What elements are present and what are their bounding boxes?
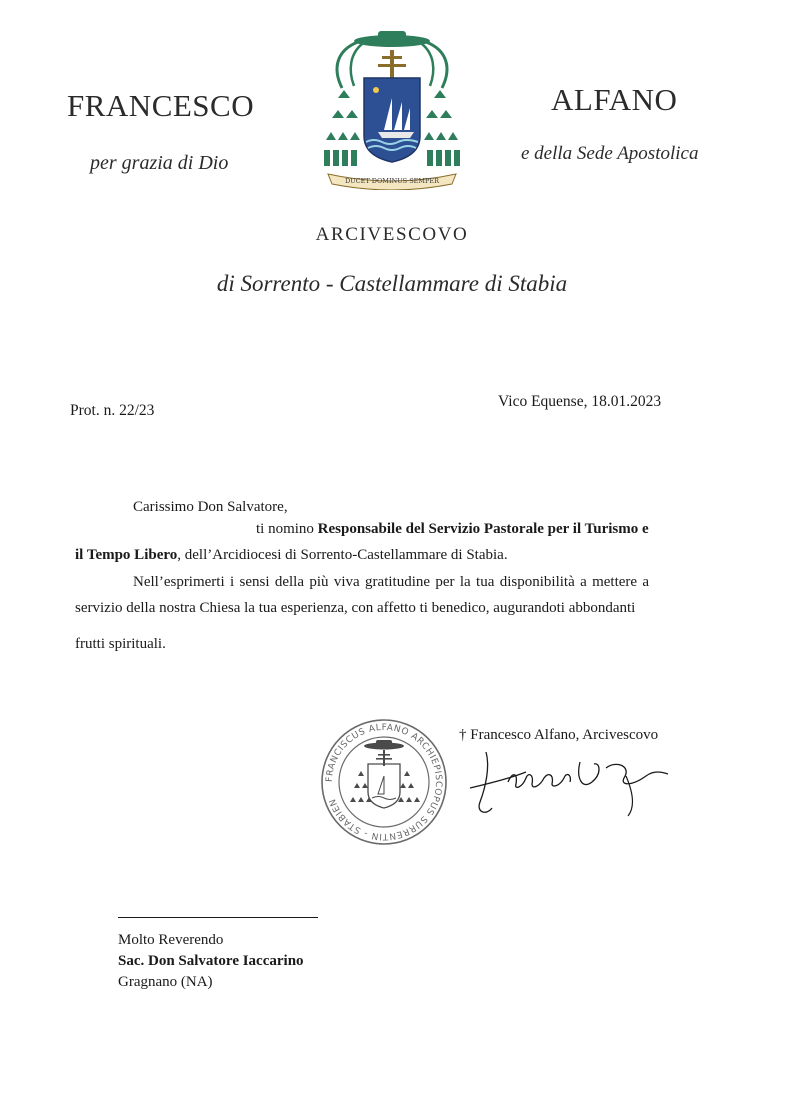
paragraph-1-bold-2: il Tempo Libero (75, 547, 178, 563)
header-title: ARCIVESCOVO (315, 224, 469, 245)
salutation: Carissimo Don Salvatore, (133, 499, 288, 515)
paragraph-1-line-2 (75, 542, 508, 568)
header-right-name: ALFANO (551, 82, 678, 117)
handwritten-signature-icon (456, 742, 678, 824)
protocol-number: Prot. n. 22/23 (70, 402, 155, 419)
paragraph-1-line-1 (256, 516, 649, 542)
seal-text: FRANCISCUS ALFANO ARCHIEPISCOPUS SURRENTIN - STABIEN (324, 722, 444, 842)
signature-caption: † Francesco Alfano, Arcivescovo (459, 727, 659, 743)
coat-of-arms-icon (322, 28, 462, 190)
motto-text: DUCET DOMINUS SEMPER (344, 177, 440, 185)
recipient-divider (118, 917, 318, 918)
paragraph-2-line-1: Nell’esprimerti i sensi della più viva gratitudine per la tua disponibilità a mettere a (133, 574, 650, 590)
header-left-sub: per grazia di Dio (90, 152, 229, 174)
header-left-name: FRANCESCO (67, 88, 255, 123)
recipient-city: Gragnano (NA) (118, 974, 213, 990)
episcopal-seal-icon (318, 716, 450, 848)
paragraph-1-end: , dell’Arcidiocesi di Sorrento-Castellammare di Stabia. (177, 547, 508, 563)
header-right-sub: e della Sede Apostolica (521, 143, 699, 164)
paragraph-1-start: ti nomino (256, 521, 318, 537)
paragraph-1-bold-1: Responsabile del Servizio Pastorale per il Turismo e (317, 521, 649, 537)
recipient-name: Sac. Don Salvatore Iaccarino (118, 953, 304, 969)
paragraph-2-line-3: frutti spirituali. (75, 636, 166, 652)
recipient-block (118, 930, 304, 993)
place-date: Vico Equense, 18.01.2023 (498, 393, 662, 410)
paragraph-2-line-2: servizio della nostra Chiesa la tua esperienza, con affetto ti benedico, augurandoti abbondanti (75, 600, 636, 616)
recipient-line-1: Molto Reverendo (118, 932, 224, 948)
header-see: di Sorrento - Castellammare di Stabia (216, 271, 568, 296)
